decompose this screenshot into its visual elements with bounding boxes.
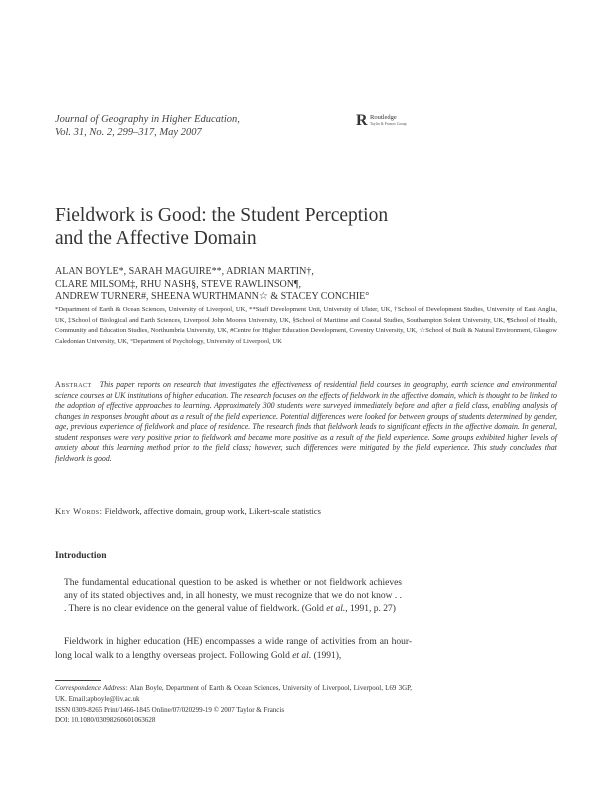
journal-name: Journal of Geography in Higher Education,: [55, 114, 240, 125]
publisher-tagline: Taylor & Francis Group: [370, 122, 407, 126]
journal-citation: [55, 113, 240, 139]
footnote-divider: [55, 680, 101, 681]
paragraph-citation: (1991),: [311, 650, 342, 661]
correspondence-text: Alan Boyle, Department of Earth & Ocean Sciences, University of Liverpool, Liverpool, L69 3GP, UK. Email:apboyle@liv.ac.uk: [55, 684, 412, 703]
publisher-logo: [356, 113, 426, 135]
publisher-name: Routledge: [370, 114, 397, 121]
paragraph-et-al: et al.: [292, 650, 312, 661]
body-paragraph: [55, 636, 412, 663]
routledge-logo-icon: R: [356, 112, 368, 129]
keywords: [55, 506, 557, 517]
correspondence-address: [55, 683, 412, 704]
title-line-1: Fieldwork is Good: the Student Perception: [55, 205, 389, 226]
abstract-text: This paper reports on research that investigates the effectiveness of residential field courses in geography, earth science and environmental science courses at UK institutions of higher education. The research focuses on the effects of fieldwork in the affective domain, which is thought to be linked to the adoption of effective approaches to learning. Approximately 300 students were surveyed immediately before and after a field class, enabling analysis of changes in responses brought about as a result of the field experience. Potential differences were looked for between groups of students determined by gender, age, previous experience of fieldwork and place of residence. The research finds that fieldwork leads to significant effects in the affective domain. In general, student responses were very positive prior to fieldwork and became more positive as a result of the field experience. Some groups exhibited higher levels of anxiety about this learning method prior to the field class; however, such differences were mitigated by the field experience. This study concludes that fieldwork is good.: [55, 380, 557, 463]
authors-line-1: ALAN BOYLE*, SARAH MAGUIRE**, ADRIAN MARTIN†,: [55, 266, 314, 277]
title-line-2: and the Affective Domain: [55, 228, 257, 249]
quote-citation: , 1991, p. 27): [345, 604, 396, 614]
doi-line: DOI: 10.1080/03098260601063628: [55, 716, 156, 724]
section-heading-introduction: Introduction: [55, 551, 107, 561]
author-list: [55, 266, 415, 304]
paragraph-text: Fieldwork in higher education (HE) encompasses a wide range of activities from an hour-long local walk to a lengthy overseas project. Following Gold: [55, 637, 412, 661]
quote-et-al: et al.: [326, 604, 346, 614]
article-title: [55, 204, 475, 250]
authors-line-2: CLARE MILSOM‡, RHU NASH§, STEVE RAWLINSON¶,: [55, 278, 301, 290]
abstract: [55, 380, 557, 464]
block-quote: [64, 577, 402, 616]
correspondence-label: Correspondence Address:: [55, 684, 128, 692]
journal-volume: Vol. 31, No. 2, 299–317, May 2007: [55, 127, 202, 138]
keywords-text: Fieldwork, affective domain, group work, Likert-scale statistics: [104, 506, 321, 516]
author-affiliations: *Department of Earth & Ocean Sciences, University of Liverpool, UK, **Staff Development Unit, University of Ulster, UK, †School of Development Studies, University of East Anglia, UK, ‡School of Biological and Earth Sciences, Liverpool John Moores University, UK, §School of Maritime and Coastal Studies, Southampton Solent University, UK, ¶School of Health, Community and Education Studies, Northumbria University, UK, #Centre for Higher Education Development, Coventry University, UK, ☆School of Built & Natural Environment, Glasgow Caledonian University, UK, °Department of Psychology, University of Liverpool, UK: [55, 306, 557, 345]
authors-line-3: ANDREW TURNER#, SHEENA WURTHMANN☆ & STACEY CONCHIE°: [55, 291, 370, 302]
quote-text: The fundamental educational question to be asked is whether or not fieldwork achieves any of its stated objectives and, in all honesty, we must recognize that we do not know . . . There is no clear evidence on the general value of fieldwork. (Gold: [64, 578, 402, 614]
publication-info: [55, 705, 284, 725]
abstract-label: Abstract: [55, 380, 92, 389]
keywords-label: Key Words:: [55, 506, 103, 516]
issn-line: ISSN 0309-8265 Print/1466-1845 Online/07/020299-19 © 2007 Taylor & Francis: [55, 706, 285, 714]
